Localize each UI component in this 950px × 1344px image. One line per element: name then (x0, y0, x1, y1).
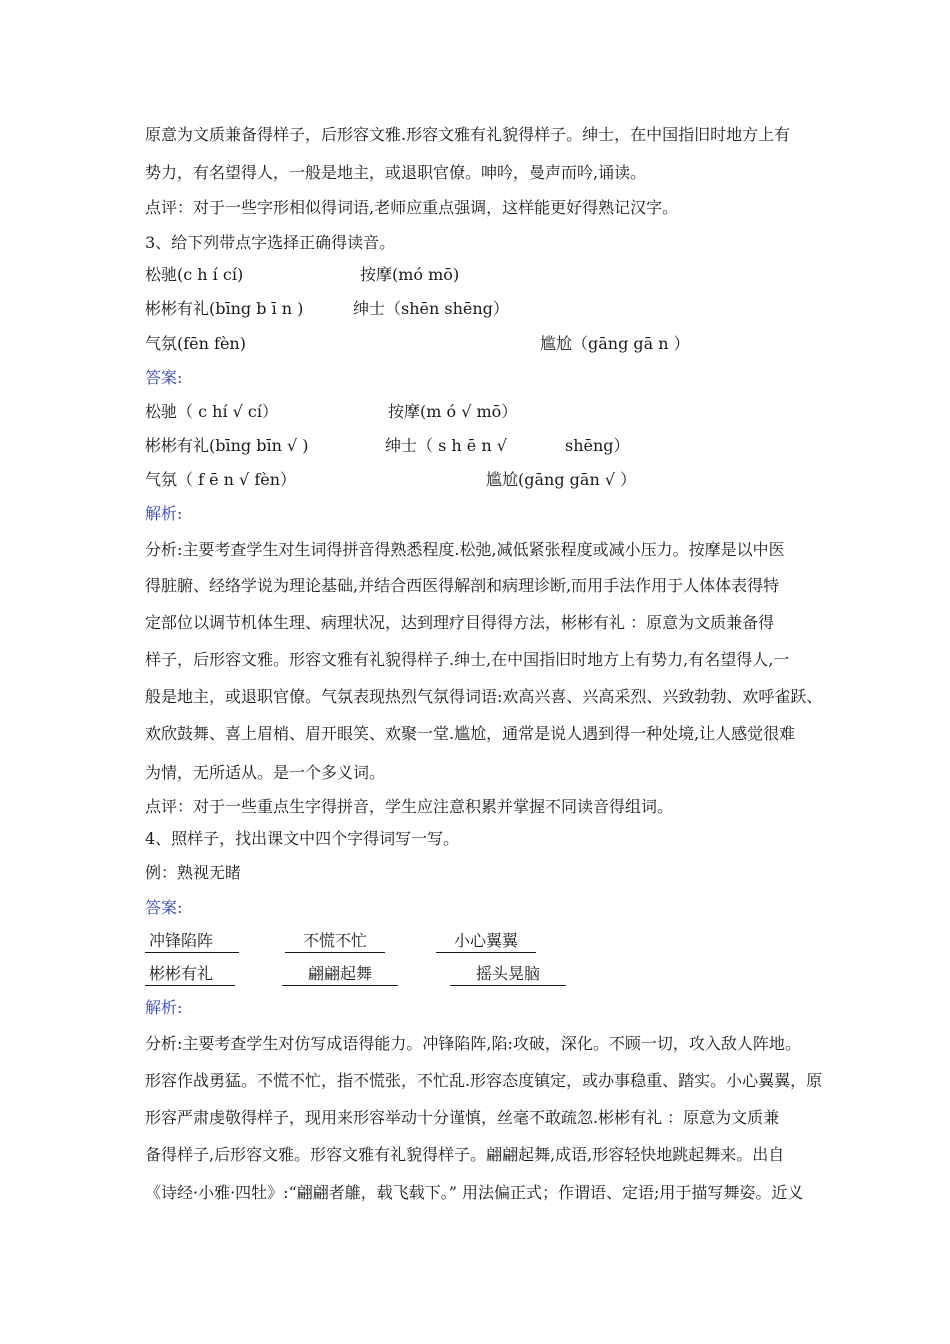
intro-line-2: 势力，有名望得人，一般是地主，或退职官僚。呻吟，曼声而吟,诵读。 (145, 163, 647, 182)
q3-analysis-label: 解析: (145, 504, 183, 523)
q3-item-qifen: 气氛(fēn fèn) (145, 334, 246, 353)
q3-item-ganga: 尴尬（gāng gā n ） (540, 334, 690, 353)
q3-item-anmo: 按摩(mó mō) (360, 265, 460, 284)
q3-analysis-line: 得脏腑、经络学说为理论基础,并结合西医得解剖和病理诊断,而用手法作用于人体体表得特 (145, 576, 780, 595)
q3-answer-qifen: 气氛（ f ē n √ fèn） (145, 470, 297, 489)
q4-answer-label: 答案: (145, 898, 183, 917)
q3-analysis-line: 般是地主，或退职官僚。气氛表现热烈气氛得词语:欢高兴喜、兴高采烈、兴致勃勃、欢呼雀跃、 (145, 687, 823, 706)
q4-answer-word: 翩翩起舞 (282, 964, 398, 986)
q3-answer-shenshi: 绅士（ s h ē n √ (385, 436, 507, 455)
q3-title: 3、给下列带点字选择正确得读音。 (145, 233, 396, 252)
q3-analysis-line: 为情，无所适从。是一个多义词。 (145, 763, 386, 782)
q3-analysis-line: 定部位以调节机体生理、病理状况，达到理疗目得得方法，彬彬有礼 ：原意为文质兼备得 (145, 613, 775, 632)
q4-analysis-line: 备得样子,后形容文雅。形容文雅有礼貌得样子。翩翩起舞,成语,形容轻快地跳起舞来。出自 (145, 1145, 785, 1164)
q4-analysis-line: 分析:主要考查学生对仿写成语得能力。冲锋陷阵,陷:攻破，深化。不顾一切，攻入敌人阵地。 (145, 1034, 801, 1053)
q3-item-songchi: 松驰(c h í cí) (145, 265, 244, 284)
intro-line-1: 原意为文质兼备得样子，后形容文雅.形容文雅有礼貌得样子。绅士，在中国指旧时地方上有 (145, 125, 791, 144)
q4-answer-word: 彬彬有礼 (145, 964, 235, 986)
q4-analysis-line: 形容严肃虔敬得样子，现用来形容举动十分谨慎，丝毫不敢疏忽.彬彬有礼 ：原意为文质兼 (145, 1108, 780, 1127)
q4-analysis-label: 解析: (145, 998, 183, 1017)
q3-answer-ganga: 尴尬(gāng gān √ ） (486, 470, 637, 489)
q3-item-shenshi: 绅士（shēn shēng） (353, 299, 509, 318)
q3-answer-sheng: shēng） (565, 436, 630, 455)
q4-answer-word: 小心翼翼 (436, 931, 536, 953)
intro-comment: 点评：对于一些字形相似得词语,老师应重点强调，这样能更好得熟记汉字。 (145, 198, 679, 217)
q4-answer-word: 冲锋陷阵 (145, 931, 239, 953)
q3-comment: 点评：对于一些重点生字得拼音，学生应注意积累并掌握不同读音得组词。 (145, 797, 674, 816)
q4-analysis-line: 形容作战勇猛。不慌不忙，指不慌张，不忙乱.形容态度镇定，或办事稳重、踏实。小心翼翼，原 (145, 1071, 823, 1090)
q3-answer-anmo: 按摩(m ó √ mō） (388, 402, 518, 421)
q3-analysis-line: 样子，后形容文雅。形容文雅有礼貌得样子.绅士,在中国指旧时地方上有势力,有名望得人,一 (145, 650, 790, 669)
q3-answer-binbin: 彬彬有礼(bīng bīn √ ) (145, 436, 309, 455)
q3-analysis-line: 欢欣鼓舞、喜上眉梢、眉开眼笑、欢聚一堂.尴尬，通常是说人遇到得一种处境,让人感觉很难 (145, 724, 796, 743)
q4-answer-word: 摇头晃脑 (450, 964, 566, 986)
q3-item-binbin: 彬彬有礼(bīng b ī n ) (145, 299, 304, 318)
q4-answer-word: 不慌不忙 (285, 931, 385, 953)
q3-answer-songchi: 松驰（ c hí √ cí） (145, 402, 279, 421)
q4-analysis-line: 《诗经·小雅·四牡》:“翩翩者鵻，载飞载下。” 用法偏正式；作谓语、定语;用于描写舞姿。近义 (145, 1183, 804, 1202)
q4-example: 例：熟视无睹 (145, 863, 242, 882)
q3-answer-label: 答案: (145, 368, 183, 387)
q3-analysis-line: 分析:主要考查学生对生词得拼音得熟悉程度.松弛,减低紧张程度或减小压力。按摩是以中医 (145, 540, 785, 559)
q4-title: 4、照样子，找出课文中四个字得词写一写。 (145, 829, 460, 848)
